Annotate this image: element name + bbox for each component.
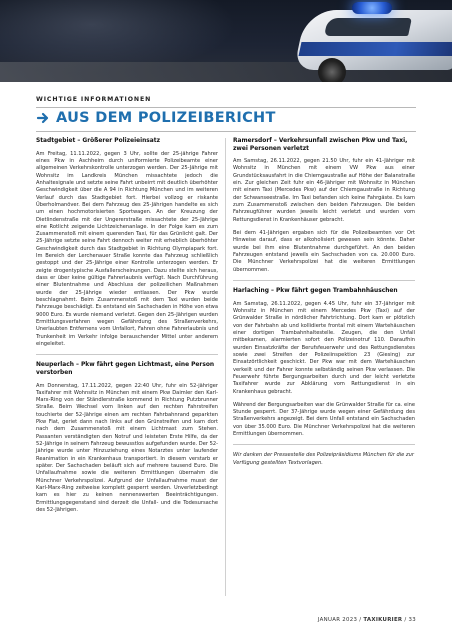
article-paragraph: Am Samstag, 26.11.2022, gegen 4.45 Uhr, fuhr ein 37-Jähriger mit Wohnsitz in München mit einem Mercedes Pkw (Taxi) auf der Grünwalder Straße in nördlicher Fahrtrichtung. Dort kam er plötzlich von der Fahrbahn ab und kollidierte frontal mit einem Wartehäuschen einer dortigen Trambahnhaltestelle. Zeugen, die den Unfall mitbekamen, alarmierten sofort den Polizeinotruf 110. Daraufhin wurden Einsatzkräfte der Berufsfeuerwehr und des Rettungsdienstes sowie zwei Streifen der Polizeiinspektion 23 (Giesing) zur Einsatzörtlichkeit geschickt. Der Pkw war mit dem Wartehäuschen verkeilt und der Fahrer konnte selbständig seinen Pkw verlassen. Die Feuerwehr führte Bergungsarbeiten durch und der leicht verletzte Taxifahrer wurde zur Abklärung vom Rettungsdienst in ein Krankenhaus gebracht. xyxy=(233,300,415,395)
section-label-bar xyxy=(36,96,416,108)
article-paragraph: Bei dem 41-Jährigen ergaben sich für die Polizeibeamten vor Ort Hinweise darauf, dass er alkoholisiert gewesen sein könnte. Daher wurde bei ihm eine Blutentnahme durchgeführt. An den beiden Fahrzeugen entstand jeweils ein Sachschaden von ca. 20.000 Euro. Die Münchner Verkehrspolizei hat die weiteren Ermittlungen übernommen. xyxy=(233,230,415,273)
page-title: AUS DEM POLIZEIBERICHT xyxy=(56,110,276,126)
article-heading: Neuperlach – Pkw fährt gegen Lichtmast, eine Person verstorben xyxy=(36,362,215,376)
footer-issue: JANUAR 2023 / xyxy=(317,617,364,623)
article-paragraph: Am Samstag, 26.11.2022, gegen 21.50 Uhr, fuhr ein 41-Jähriger mit Wohnsitz in München mit einem VW Pkw aus einer Grundstücksausfahrt in die Chiemgaustraße auf Höhe der Balanstraße ein. Zur gleichen Zeit fuhr ein 46-Jähriger mit Wohnsitz in München mit einem Taxi (Mercedes Pkw) auf der Chiemgaustraße in Richtung der Schwanseestraße. Im Taxi befanden sich keine Fahrgäste. Es kam zum Zusammenstoß zwischen den beiden Fahrzeugen. Die beiden Fahrzeugführer wurden jeweils leicht verletzt und wurden vom Rettungsdienst in Krankenhäuser gebracht. xyxy=(233,158,415,223)
article-divider xyxy=(36,354,218,355)
right-column xyxy=(233,138,415,467)
article-heading: Ramersdorf – Verkehrsunfall zwischen Pkw und Taxi, zwei Personen verletzt xyxy=(233,138,408,152)
article-paragraph: Während der Bergungsarbeiten war die Grünwalder Straße für ca. eine Stunde gesperrt. Der 37-Jährige wurde wegen einer Gefährdung des Straßenverkehrs angezeigt. Bei dem Unfall entstand ein Sachschaden von über 35.000 Euro. Die Münchner Verkehrspolizei hat die weiteren Ermittlungen übernommen. xyxy=(233,401,415,438)
article-paragraph: Am Freitag, 11.11.2022, gegen 3 Uhr, sollte der 25-jährige Fahrer eines Pkw in Aschheim durch uniformierte Polizeibeamte einer allgemeinen Verkehrskontrolle unterzogen werden. Der 25-Jährige mit Wohnsitz im Landkreis München missachtete jedoch die Anhaltesignale und setzte seine Fahrt unbeirrt mit deutlich überhöhter Geschwindigkeit über die A 94 in Richtung München und im weiteren Verlauf durch das Stadtgebiet fort. Hierbei vollzog er riskante Überholmanöver. Bei dem Fahrzeug des 25-Jährigen handelte es sich um einen hochmotorisierten Sportwagen. An der Kreuzung der Dietlindenstraße mit der Ungererstraße missachtete der 25-Jährige eine Rotlicht zeigende Lichtzeichenanlage. In der Folge kam es zum Zusammenstoß mit einem querenden Taxi, für das Grünlicht galt. Der 25-Jährige setzte seine Fahrt dennoch weiter mit erheblich überhöhter Geschwindigkeit durch das Stadtgebiet in Richtung Olympiapark fort. Im Bereich der Lerchenauer Straße konnte das Fahrzeug schließlich gestoppt und der 25-Jährige einer Kontrolle unterzogen werden. Er zeigte drogentypische Ausfallerscheinungen. Dazu stellte sich heraus, dass er über keine gültige Fahrerlaubnis verfügt. Nach Durchführung einer Blutentnahme und Abschluss der polizeilichen Maßnahmen wurde der 25-Jährige wieder entlassen. Der Pkw wurde beschlagnahmt. Beim Zusammenstoß mit dem Taxi wurden beide Fahrzeuge beschädigt. Es entstand ein Sachschaden in Höhe von etwa 9000 Euro. Es wurde niemand verletzt. Gegen den 25-Jährigen wurden Ermittlungsverfahren wegen Gefährdung des Straßenverkehrs, Unerlaubten Entfernens vom Unfallort, Fahren ohne Fahrerlaubnis und Trunkenheit im Verkehr infolge berauschender Mittel unter anderem eingeleitet. xyxy=(36,150,218,348)
label-divider xyxy=(36,107,416,108)
police-car-photo xyxy=(0,0,452,82)
left-column xyxy=(36,138,218,520)
article-paragraph: Am Donnerstag, 17.11.2022, gegen 22:40 Uhr, fuhr ein 52-jähriger Taxifahrer mit Wohnsitz in München mit einem Pkw Daimler den Karl-Marx-Ring von der Ständlerstraße kommend in Richtung Putzbrunner Straße. Beim Wechsel vom linken auf den rechten Fahrstreifen touchierte der 52-Jährige einen am rechten Fahrbahnrand geparkten Pkw Fiat, geriet dann nach links auf den Grünstreifen und kam dort nach dem Zusammenstoß mit einem Lichtmast zum Stehen. Passanten verständigten den Notruf und leisteten Erste Hilfe, da der 52-Jährige in seinem Fahrzeug bewusstlos aufgefunden wurde. Der 52-Jährige wurde unter Hinzuziehung eines Notarztes unter laufender Reanimation in ein Krankenhaus transportiert. In diesem verstarb er später. Der Sachschaden beläuft sich auf mehrere tausend Euro. Die Unfallaufnahme sowie die weiteren Ermittlungen übernahm die Münchner Verkehrspolizei. Aufgrund der Unfallaufnahme musst der Karl-Marx-Ring zeitweise komplett gesperrt werden. Unverletzbedingt kam es hier zu keinen nennenswerten Beeinträchtigungen. Ermittlungsgegenstand sind derzeit die Unfall- und die Todesursache des 52-Jährigen. xyxy=(36,382,218,514)
title-divider xyxy=(36,131,416,132)
section-label: WICHTIGE INFORMATIONEN xyxy=(36,96,152,103)
article-divider xyxy=(233,444,415,445)
article-divider xyxy=(233,280,415,281)
footer-magazine: TAXIKURIER xyxy=(363,617,403,623)
section-title xyxy=(36,110,276,126)
article-heading: Stadtgebiet – Größerer Polizeieinsatz xyxy=(36,138,161,144)
article-heading: Harlaching – Pkw fährt gegen Trambahnhäuschen xyxy=(233,288,398,295)
page-number: / 33 xyxy=(402,617,416,623)
column-divider xyxy=(225,138,226,596)
page-footer xyxy=(318,617,416,623)
arrow-right-icon xyxy=(36,111,50,125)
acknowledgement: Wir danken der Pressestelle des Polizeipräsidiums München für die zur Verfügung gestellten Textvorlagen. xyxy=(233,452,414,466)
